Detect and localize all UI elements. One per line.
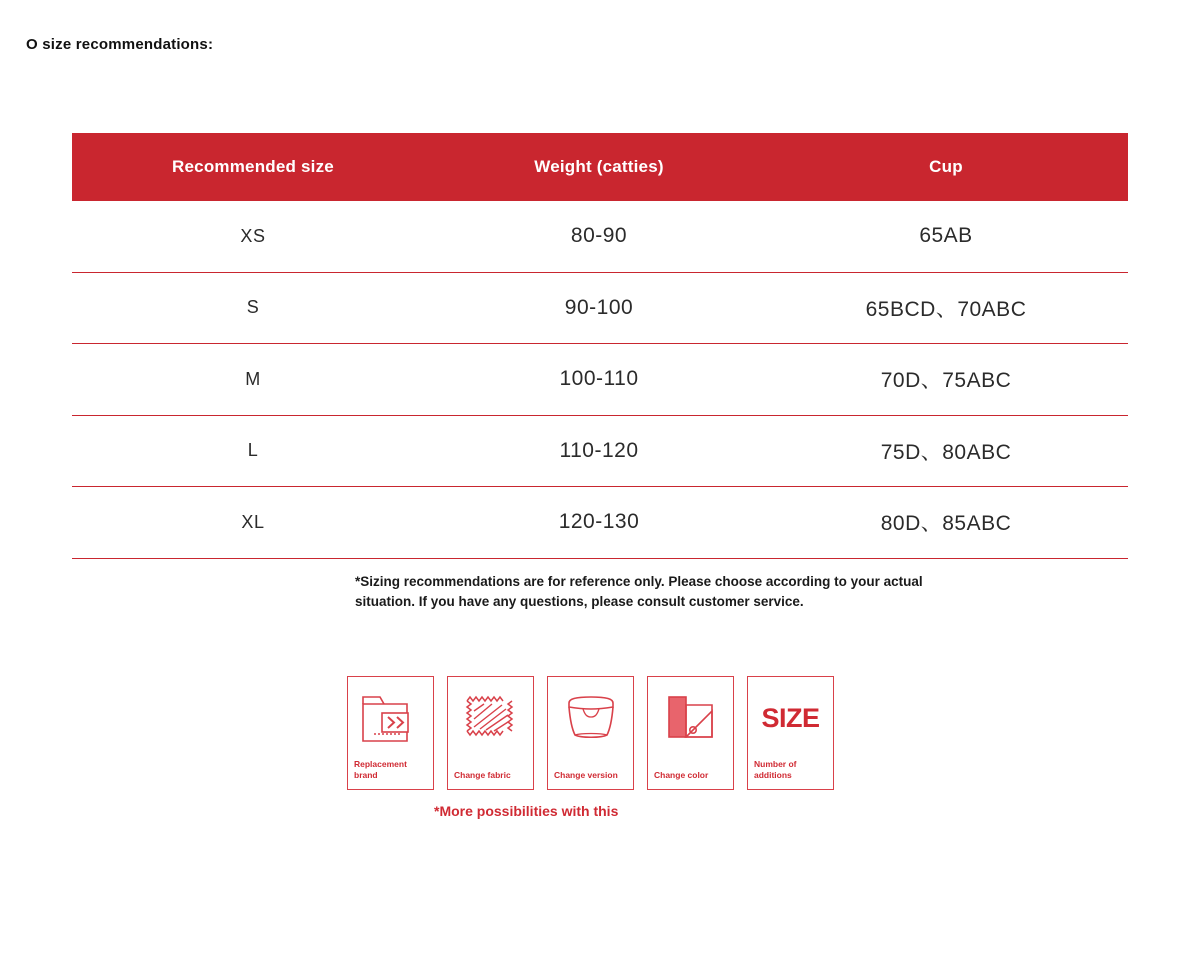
service-icon-strip	[347, 676, 834, 790]
icon-card-change-fabric	[447, 676, 534, 790]
cell-size: L	[72, 415, 434, 487]
size-word-label: SIZE	[761, 702, 820, 733]
sports-bra-icon	[548, 685, 633, 751]
icon-card-label: Change fabric	[454, 769, 511, 780]
cell-cup: 70D、75ABC	[764, 344, 1128, 416]
table-header-row	[72, 133, 1128, 201]
cell-size: M	[72, 344, 434, 416]
cell-weight: 110-120	[434, 415, 764, 487]
icon-card-label: Change version	[554, 769, 618, 780]
icon-card-number-of-additions	[747, 676, 834, 790]
size-recommendation-table	[72, 133, 1128, 559]
cell-weight: 120-130	[434, 487, 764, 559]
icon-card-change-color	[647, 676, 734, 790]
page-title: O size recommendations:	[26, 36, 214, 53]
fabric-swatch-icon	[448, 685, 533, 751]
icon-card-label: Replacement brand	[354, 759, 407, 780]
table-row	[72, 487, 1128, 559]
table-row	[72, 201, 1128, 272]
color-swatch-icon	[648, 685, 733, 751]
folder-arrow-icon	[348, 685, 433, 751]
icon-card-label: Change color	[654, 769, 709, 780]
sizing-disclaimer: *Sizing recommendations are for reference only. Please choose according to your actual situation. If you have any questions, please consult customer service.	[355, 574, 923, 609]
icon-card-label: Number of additions	[754, 759, 797, 780]
cell-size: XS	[72, 201, 434, 272]
column-header-weight: Weight (catties)	[434, 133, 764, 201]
cell-size: S	[72, 272, 434, 344]
cell-cup: 65BCD、70ABC	[764, 272, 1128, 344]
table-row	[72, 415, 1128, 487]
cell-size: XL	[72, 487, 434, 559]
cell-weight: 90-100	[434, 272, 764, 344]
cell-cup: 75D、80ABC	[764, 415, 1128, 487]
table-row	[72, 344, 1128, 416]
cell-cup: 65AB	[764, 201, 1128, 272]
column-header-cup: Cup	[764, 133, 1128, 201]
icon-card-change-version	[547, 676, 634, 790]
cell-weight: 80-90	[434, 201, 764, 272]
icon-card-replacement-brand	[347, 676, 434, 790]
cell-weight: 100-110	[434, 344, 764, 416]
cell-cup: 80D、85ABC	[764, 487, 1128, 559]
size-text-icon	[748, 685, 833, 751]
table-row	[72, 272, 1128, 344]
column-header-size: Recommended size	[72, 133, 434, 201]
more-possibilities-note: *More possibilities with this	[434, 803, 619, 819]
